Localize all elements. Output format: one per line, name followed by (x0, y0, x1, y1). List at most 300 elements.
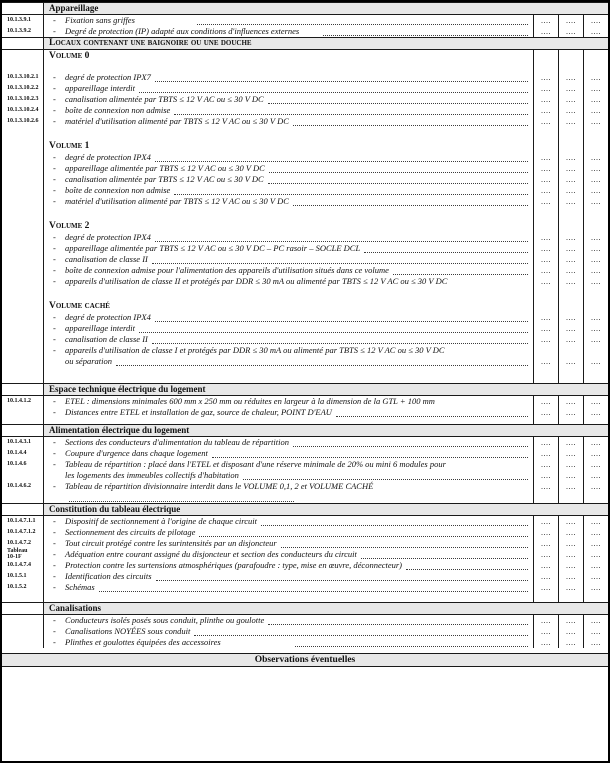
check-cell: .... (533, 276, 558, 287)
item-dash: - (53, 637, 56, 647)
item-text: appareillage alimentée par TBTS ≤ 12 V AC ou ≤ 30 V DC – PC rasoir – SOCLE DCL (65, 243, 361, 253)
check-cell: .... (533, 437, 558, 448)
check-cell: .... (558, 582, 583, 593)
item-main (44, 527, 533, 538)
check-cell (558, 287, 583, 300)
item-main (44, 254, 533, 265)
ref-label: 10.1.4.7.4 (2, 560, 44, 571)
item-dash: - (53, 437, 56, 447)
item-main (44, 538, 533, 549)
item-dash: - (53, 571, 56, 581)
ref-cell (2, 367, 44, 383)
item-row (2, 254, 608, 265)
item-row (2, 637, 608, 648)
check-cell: .... (558, 276, 583, 287)
check-cell: .... (533, 615, 558, 626)
dot-leader (156, 572, 528, 581)
check-cell (583, 50, 608, 62)
check-cell (533, 345, 558, 356)
dot-leader (155, 73, 528, 82)
item-text: ou séparation (65, 356, 112, 366)
check-cell: .... (533, 254, 558, 265)
ref-cell (2, 163, 44, 174)
item-main (44, 437, 533, 448)
check-cell: .... (558, 560, 583, 571)
check-cell: .... (558, 185, 583, 196)
item-dash: - (53, 83, 56, 93)
item-row (2, 196, 608, 207)
item-dash: - (53, 396, 56, 406)
item-text: appareillage alimentée par TBTS ≤ 12 V AC ou ≤ 30 V DC (65, 163, 265, 173)
check-cell: .... (533, 527, 558, 538)
ref-cell (2, 276, 44, 287)
check-cell: .... (583, 265, 608, 276)
item-main (44, 459, 533, 470)
section-header-row (2, 424, 608, 437)
ref-label: 10.1.4.7.1.2 (2, 527, 44, 538)
item-row (2, 549, 608, 560)
observations-title: Observations éventuelles (2, 654, 608, 666)
item-main (44, 265, 533, 276)
ref-cell (2, 207, 44, 220)
ref-cell (2, 152, 44, 163)
item-text: Tableau de répartition divisionnaire interdit dans le VOLUME 0,1, 2 et VOLUME CACHÉ (65, 481, 374, 491)
item-main (44, 185, 533, 196)
dot-leader (268, 95, 528, 104)
item-dash: - (53, 448, 56, 458)
item-row (2, 174, 608, 185)
check-cell: .... (533, 116, 558, 127)
check-cell (558, 220, 583, 232)
check-cell (533, 367, 558, 383)
check-cell: .... (533, 560, 558, 571)
dot-leader (361, 550, 528, 559)
item-main (44, 560, 533, 571)
check-cell (533, 127, 558, 140)
item-main (44, 276, 533, 287)
dot-leader (269, 164, 528, 173)
dot-leader (139, 84, 528, 93)
item-main (44, 549, 533, 560)
check-cell: .... (583, 459, 608, 470)
check-cell: .... (533, 185, 558, 196)
volume-title: Volume 0 (49, 50, 90, 61)
dot-leader (139, 324, 528, 333)
check-cell: .... (533, 538, 558, 549)
section-title: Canalisations (44, 603, 608, 614)
check-cell: .... (558, 615, 583, 626)
check-cell: .... (558, 72, 583, 83)
dot-leader (243, 471, 528, 480)
item-text: degré de protection IPX7 (65, 72, 151, 82)
item-row (2, 26, 608, 37)
item-row (2, 334, 608, 345)
item-row (2, 459, 608, 470)
section-title: Alimentation électrique du logement (44, 425, 608, 436)
check-cell (583, 345, 608, 356)
item-dash: - (53, 549, 56, 559)
ref-label: 10.1.4.7.1.1 (2, 516, 44, 527)
dot-leader (152, 335, 528, 344)
check-cell: .... (583, 481, 608, 492)
item-dash: - (53, 323, 56, 333)
check-cell: .... (558, 396, 583, 407)
item-text: matériel d'utilisation alimenté par TBTS ≤ 12 V AC ou ≤ 30 V DC (65, 116, 289, 126)
check-cell: .... (533, 407, 558, 418)
item-dash: - (53, 174, 56, 184)
item-main (44, 15, 533, 26)
item-dash: - (53, 516, 56, 526)
item-text: Protection contre les surtensions atmosphériques (parafoudre : type, mise en œuvre, déconnecteur) (65, 560, 403, 570)
dot-leader (295, 638, 528, 647)
check-cell: .... (583, 15, 608, 26)
check-cell: .... (533, 396, 558, 407)
check-cell: .... (533, 196, 558, 207)
dot-leader (393, 266, 528, 275)
ref-label: 10.1.3.10.2.1 (2, 72, 44, 83)
check-cell (533, 300, 558, 312)
item-row (2, 323, 608, 334)
dot-leader (155, 233, 528, 242)
check-cell: .... (533, 163, 558, 174)
item-row (2, 243, 608, 254)
check-cell: .... (558, 538, 583, 549)
item-text: Degré de protection (IP) adapté aux conditions d'influences externes (65, 26, 300, 36)
check-cell: .... (583, 254, 608, 265)
check-cell: .... (533, 549, 558, 560)
check-cell: .... (583, 571, 608, 582)
check-cell: .... (533, 637, 558, 648)
check-cell (558, 367, 583, 383)
item-text: Schémas (65, 582, 95, 592)
dot-leader (197, 16, 528, 25)
item-text: appareils d'utilisation de classe I et protégés par DDR ≤ 30 mA ou alimenté par TBTS ≤ 12 V AC ou ≤ 30 V DC (65, 345, 445, 355)
section-header-row (2, 2, 608, 15)
check-cell (558, 127, 583, 140)
check-cell: .... (583, 538, 608, 549)
check-cell: .... (533, 26, 558, 37)
item-text: degré de protection IPX4 (65, 312, 151, 322)
check-cell (583, 300, 608, 312)
ref-label: 10.1.3.9.1 (2, 15, 44, 26)
item-main (44, 232, 533, 243)
item-dash: - (53, 254, 56, 264)
item-main (44, 626, 533, 637)
ref-cell (2, 384, 44, 395)
dot-leader (406, 561, 528, 570)
check-cell: .... (583, 72, 608, 83)
check-cell: .... (558, 470, 583, 481)
item-main (44, 26, 533, 37)
check-cell: .... (533, 356, 558, 367)
item-row (2, 185, 608, 196)
volume-title-row (2, 140, 608, 152)
item-main (44, 637, 533, 648)
check-cell: .... (533, 323, 558, 334)
dot-leader (116, 357, 528, 366)
item-text: Plinthes et goulottes équipées des accessoires (65, 637, 221, 647)
item-row (2, 163, 608, 174)
item-row (2, 105, 608, 116)
item-dash: - (53, 163, 56, 173)
item-row (2, 560, 608, 571)
item-text: canalisation alimentée par TBTS ≤ 12 V AC ou ≤ 30 V DC (65, 94, 264, 104)
item-main (44, 356, 533, 367)
item-main (44, 174, 533, 185)
item-text: Tout circuit protégé contre les surintensités par un disjoncteur (65, 538, 277, 548)
item-main (44, 152, 533, 163)
item-text: Canalisations NOYÉES sous conduit (65, 626, 191, 636)
dots-continuation-row (2, 492, 608, 503)
check-cell (533, 492, 558, 503)
observations-box (2, 667, 608, 761)
item-text: boîte de connexion admise pour l'alimentation des appareils d'utilisation situés dans ce volume (65, 265, 389, 275)
check-cell: .... (533, 481, 558, 492)
item-main (44, 571, 533, 582)
check-cell: .... (533, 232, 558, 243)
check-cell (583, 62, 608, 72)
check-cell (583, 140, 608, 152)
section-title: Locaux contenant une baignoire ou une douche (44, 38, 608, 49)
volume-title-row (2, 50, 608, 62)
item-text: Adéquation entre courant assigné du disjoncteur et section des conducteurs du circuit (65, 549, 357, 559)
ref-cell (2, 334, 44, 345)
dot-leader (155, 313, 528, 322)
section-title: Espace technique électrique du logement (44, 384, 608, 395)
item-dash: - (53, 345, 56, 355)
item-dash: - (53, 26, 56, 36)
check-cell: .... (533, 470, 558, 481)
dot-leader (155, 153, 528, 162)
check-cell: .... (558, 312, 583, 323)
item-dash: - (53, 615, 56, 625)
volume-title: Volume 1 (49, 140, 90, 151)
item-row (2, 232, 608, 243)
check-cell: .... (583, 105, 608, 116)
check-cell: .... (583, 407, 608, 418)
check-cell: .... (533, 265, 558, 276)
item-text: Identification des circuits (65, 571, 152, 581)
spacer-main (44, 127, 533, 140)
check-cell: .... (558, 232, 583, 243)
ref-cell (2, 220, 44, 232)
dot-leader (199, 528, 528, 537)
check-cell: .... (583, 116, 608, 127)
item-text: les logements des immeubles collectifs d'habitation (65, 470, 239, 480)
item-dash: - (53, 72, 56, 82)
item-main (44, 163, 533, 174)
check-cell: .... (558, 254, 583, 265)
check-cell: .... (533, 94, 558, 105)
item-text: Distances entre ETEL et installation de gaz, source de chaleur, POINT D'EAU (65, 407, 332, 417)
dot-leader (174, 106, 528, 115)
check-cell: .... (558, 174, 583, 185)
item-text: Fixation sans griffes (65, 15, 135, 25)
dot-leader (323, 27, 528, 36)
item-row (2, 437, 608, 448)
item-main (44, 407, 533, 418)
check-cell: .... (533, 312, 558, 323)
item-main (44, 492, 533, 503)
check-cell (558, 207, 583, 220)
ref-cell (2, 637, 44, 648)
check-cell: .... (583, 323, 608, 334)
check-cell: .... (558, 571, 583, 582)
observations-header-row (2, 653, 608, 667)
check-cell: .... (583, 152, 608, 163)
check-cell: .... (558, 637, 583, 648)
check-cell: .... (533, 83, 558, 94)
ref-cell (2, 254, 44, 265)
ref-cell (2, 626, 44, 637)
check-cell: .... (533, 448, 558, 459)
item-text: appareillage interdit (65, 323, 135, 333)
check-cell (583, 492, 608, 503)
item-main (44, 94, 533, 105)
ref-label: 10.1.4.7.2 (2, 538, 44, 549)
item-main (44, 334, 533, 345)
check-cell: .... (583, 516, 608, 527)
ref-cell (2, 185, 44, 196)
section-title: Appareillage (44, 3, 608, 14)
dot-leader (268, 616, 528, 625)
check-cell (558, 345, 583, 356)
ref-label: 10.1.5.2 (2, 582, 44, 593)
check-cell: .... (558, 323, 583, 334)
check-cell (533, 593, 558, 602)
check-cell: .... (583, 637, 608, 648)
volume-title-row (2, 300, 608, 312)
ref-cell (2, 174, 44, 185)
item-row (2, 276, 608, 287)
item-row (2, 345, 608, 356)
item-dash: - (53, 560, 56, 570)
ref-label: 10.1.3.10.2.2 (2, 83, 44, 94)
spacer-main (44, 593, 533, 602)
check-cell: .... (558, 26, 583, 37)
item-main (44, 196, 533, 207)
item-row (2, 582, 608, 593)
check-cell (533, 50, 558, 62)
check-cell (583, 367, 608, 383)
ref-label: 10.1.4.1.2 (2, 396, 44, 407)
ref-cell (2, 287, 44, 300)
item-row (2, 470, 608, 481)
check-cell (558, 300, 583, 312)
check-cell (533, 62, 558, 72)
check-cell (583, 220, 608, 232)
check-cell: .... (583, 356, 608, 367)
ref-cell (2, 38, 44, 49)
item-text: degré de protection IPX4 (65, 232, 151, 242)
check-cell: .... (558, 196, 583, 207)
check-cell (533, 140, 558, 152)
item-dash: - (53, 116, 56, 126)
ref-cell (2, 492, 44, 503)
ref-label: 10.1.5.1 (2, 571, 44, 582)
ref-cell (2, 615, 44, 626)
section-header-row (2, 37, 608, 50)
check-cell: .... (583, 582, 608, 593)
check-cell (558, 50, 583, 62)
item-dash: - (53, 407, 56, 417)
spacer-row (2, 127, 608, 140)
dot-leader (99, 583, 528, 592)
check-cell: .... (583, 560, 608, 571)
item-text: appareillage interdit (65, 83, 135, 93)
item-main (44, 448, 533, 459)
item-row (2, 356, 608, 367)
ref-label: 10.1.3.9.2 (2, 26, 44, 37)
item-dash: - (53, 105, 56, 115)
check-cell: .... (558, 94, 583, 105)
check-cell: .... (558, 437, 583, 448)
ref-label: 10.1.4.6 (2, 459, 44, 470)
item-row (2, 15, 608, 26)
check-cell: .... (583, 243, 608, 254)
ref-cell (2, 62, 44, 72)
item-main (44, 481, 533, 492)
item-main (44, 615, 533, 626)
dot-leader (152, 255, 528, 264)
check-cell: .... (583, 549, 608, 560)
item-text: Coupure d'urgence dans chaque logement (65, 448, 208, 458)
ref-cell (2, 3, 44, 14)
check-cell: .... (583, 396, 608, 407)
check-cell (533, 220, 558, 232)
item-row (2, 448, 608, 459)
item-text: Sections des conducteurs d'alimentation du tableau de répartition (65, 437, 289, 447)
ref-label: 10.1.4.3.1 (2, 437, 44, 448)
ref-label: 10.1.3.10.2.6 (2, 116, 44, 127)
ref-label: 10.1.4.4 (2, 448, 44, 459)
item-text: matériel d'utilisation alimenté par TBTS ≤ 12 V AC ou ≤ 30 V DC (65, 196, 289, 206)
item-text: boîte de connexion non admise (65, 105, 171, 115)
check-cell: .... (533, 334, 558, 345)
check-cell (583, 593, 608, 602)
check-cell: .... (533, 15, 558, 26)
ref-cell (2, 265, 44, 276)
check-cell: .... (533, 459, 558, 470)
ref-cell (2, 140, 44, 152)
spacer-row (2, 287, 608, 300)
item-main (44, 323, 533, 334)
ref-cell (2, 50, 44, 62)
check-cell: .... (533, 582, 558, 593)
check-cell: .... (558, 626, 583, 637)
check-cell (583, 287, 608, 300)
item-row (2, 116, 608, 127)
check-cell: .... (583, 185, 608, 196)
check-cell: .... (583, 448, 608, 459)
section-header-row (2, 383, 608, 396)
dot-leader (281, 539, 528, 548)
spacer-main (44, 287, 533, 300)
check-cell: .... (583, 174, 608, 185)
item-row (2, 265, 608, 276)
item-dash: - (53, 334, 56, 344)
item-dash: - (53, 626, 56, 636)
ref-label: 10.1.4.6.2 (2, 481, 44, 492)
check-cell (533, 207, 558, 220)
item-row (2, 571, 608, 582)
check-cell: .... (558, 448, 583, 459)
check-cell (583, 207, 608, 220)
item-row (2, 626, 608, 637)
check-cell: .... (558, 459, 583, 470)
check-cell: .... (533, 571, 558, 582)
check-cell: .... (533, 243, 558, 254)
